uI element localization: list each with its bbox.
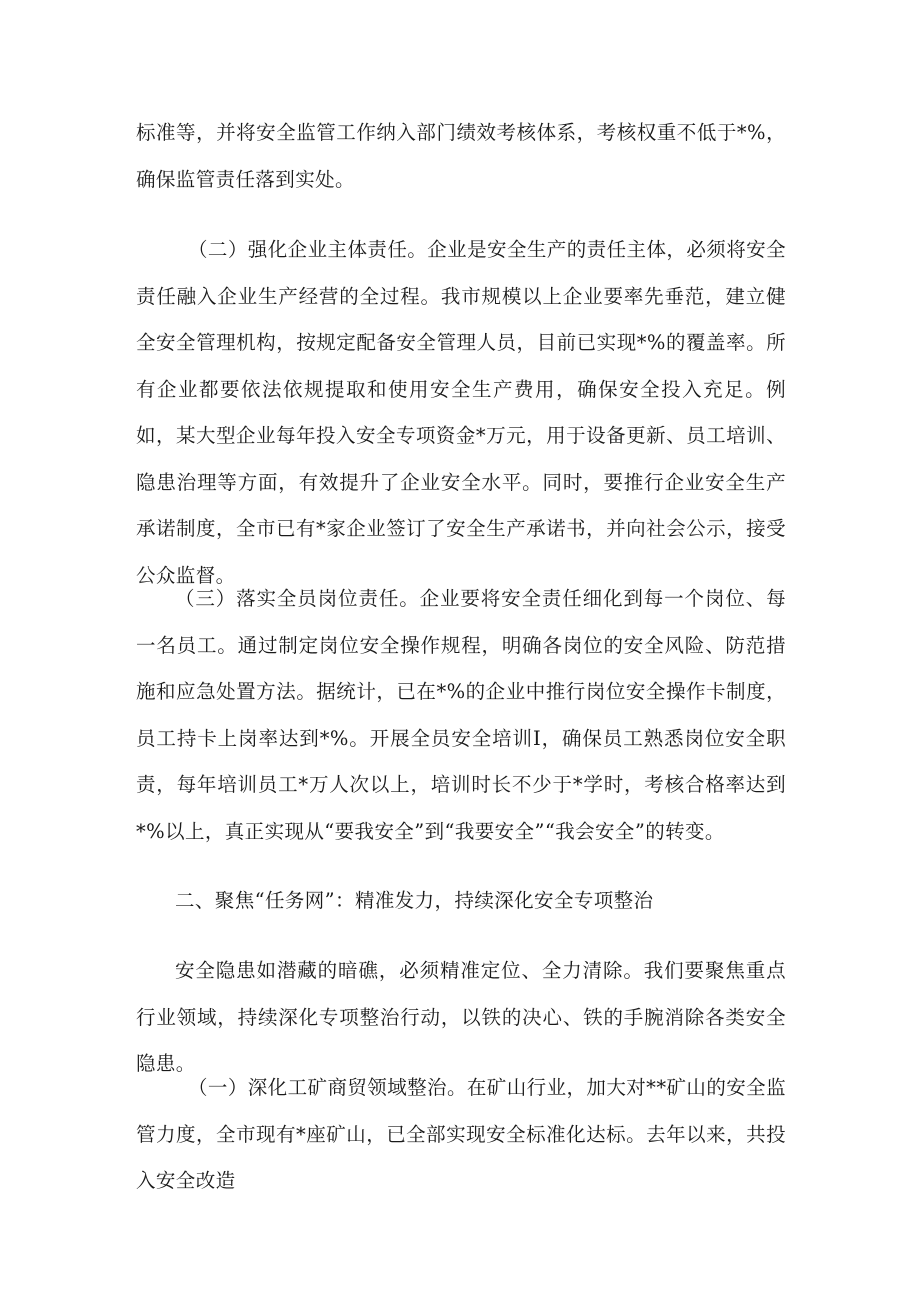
section-heading: 二、聚焦“任务网”：精准发力，持续深化安全专项整治 [175,889,654,912]
paragraph-enterprise-responsibility: （二）强化企业主体责任。企业是安全生产的责任主体，必须将安全责任融入企业生产经营的全过程。我市规模以上企业要率先垂范，建立健全安全管理机构，按规定配备安全管理人员，目前已实现*%的覆盖率。所有企业都要依法依规提取和使用安全生产费用，确保安全投入充足。例如，某大型企业每年投入安全专项资金*万元，用于设备更新、员工培训、隐患治理等方面，有效提升了企业安全水平。同时，要推行企业安全生产承诺制度，全市已有*家企业签订了安全生产承诺书，并向社会公示，接受公众监督。 [136,238,786,587]
paragraph-supervision-continued: 标准等，并将安全监管工作纳入部门绩效考核体系，考核权重不低于*%，确保监管责任落到实处。 [136,121,786,191]
paragraph-mining-rectification: （一）深化工矿商贸领域整治。在矿山行业，加大对**矿山的安全监管力度，全市现有*座矿山，已全部实现安全标准化达标。去年以来，共投入安全改造 [136,1076,786,1192]
paragraph-position-responsibility: （三）落实全员岗位责任。企业要将安全责任细化到每一个岗位、每一名员工。通过制定岗位安全操作规程，明确各岗位的安全风险、防范措施和应急处置方法。据统计，已在*%的企业中推行岗位安全操作卡制度，员工持卡上岗率达到*%。开展全员安全培训I，确保员工熟悉岗位安全职责，每年培训员工*万人次以上，培训时长不少于*学时，考核合格率达到*%以上，真正实现从“要我安全”到“我要安全”“我会安全”的转变。 [136,587,786,843]
paragraph-hazard-intro: 安全隐患如潜藏的暗礁，必须精准定位、全力清除。我们要聚焦重点行业领域，持续深化专项整治行动，以铁的决心、铁的手腕消除各类安全隐患。 [136,959,786,1075]
